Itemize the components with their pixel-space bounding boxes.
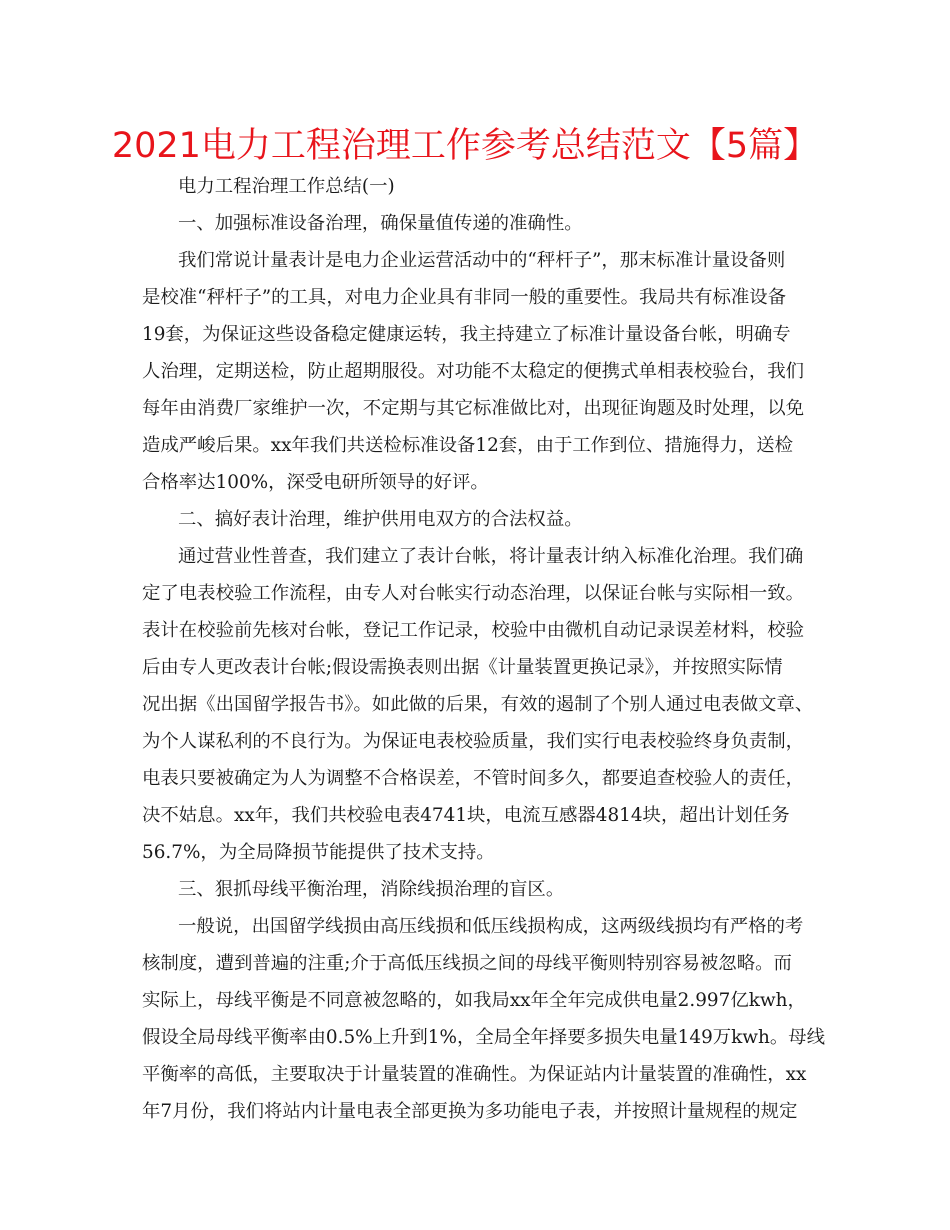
paragraph-line: 19套，为保证这些设备稳定健康运转，我主持建立了标准计量设备台帐，明确专 [142, 324, 791, 345]
paragraph-line: 实际上，母线平衡是不同意被忽略的，如我局xx年全年完成供电量2.997亿kwh， [142, 990, 806, 1011]
paragraph-line: 平衡率的高低，主要取决于计量装置的准确性。为保证站内计量装置的准确性，xx [142, 1064, 807, 1085]
paragraph-line: 表计在校验前先核对台帐，登记工作记录，校验中由微机自动记录误差材料，校验 [142, 620, 805, 641]
paragraph-line: 决不姑息。xx年，我们共校验电表4741块，电流互感器4814块，超出计划任务 [142, 805, 790, 826]
paragraph-line: 电表只要被确定为人为调整不合格误差，不管时间多久，都要追查校验人的责任， [142, 768, 805, 789]
paragraph-line: 一、加强标准设备治理，确保量值传递的准确性。 [178, 213, 583, 234]
paragraph-line: 56.7%，为全局降损节能提供了技术支持。 [142, 842, 495, 863]
paragraph-line: 核制度，遭到普遍的注重;介于高低压线损之间的母线平衡则特别容易被忽略。而 [142, 953, 792, 974]
paragraph-line: 一般说，出国留学线损由高压线损和低压线损构成，这两级线损均有严格的考 [178, 916, 804, 937]
paragraph-line: 假设全局母线平衡率由0.5%上升到1%，全局全年择要多损失电量149万kwh。母线 [142, 1027, 826, 1048]
paragraph-line: 人治理，定期送检，防止超期服役。对功能不太稳定的便携式单相表校验台，我们 [142, 361, 805, 382]
paragraph-line: 定了电表校验工作流程，由专人对台帐实行动态治理，以保证台帐与实际相一致。 [142, 583, 805, 604]
document-title: 2021电力工程治理工作参考总结范文【5篇】 [111, 126, 819, 166]
paragraph-line: 造成严峻后果。xx年我们共送检标准设备12套，由于工作到位、措施得力，送检 [142, 435, 794, 456]
paragraph-line: 电力工程治理工作总结(一) [178, 176, 395, 197]
paragraph-line: 二、搞好表计治理，维护供用电双方的合法权益。 [178, 509, 583, 530]
paragraph-line: 为个人谋私利的不良行为。为保证电表校验质量，我们实行电表校验终身负责制， [142, 731, 805, 752]
paragraph-line: 年7月份，我们将站内计量电表全部更换为多功能电子表，并按照计量规程的规定 [142, 1101, 798, 1122]
paragraph-line: 三、狠抓母线平衡治理，消除线损治理的盲区。 [178, 879, 565, 900]
paragraph-line: 通过营业性普查，我们建立了表计台帐，将计量表计纳入标准化治理。我们确 [178, 546, 804, 567]
paragraph-line: 是校准“秤杆子”的工具，对电力企业具有非同一般的重要性。我局共有标准设备 [142, 287, 787, 308]
paragraph-line: 况出据《出国留学报告书》。如此做的后果，有效的遏制了个别人通过电表做文章、 [142, 694, 814, 715]
paragraph-line: 后由专人更改表计台帐;假设需换表则出据《计量装置更换记录》，并按照实际情 [142, 657, 783, 678]
paragraph-line: 每年由消费厂家维护一次，不定期与其它标准做比对，出现征询题及时处理，以免 [142, 398, 805, 419]
paragraph-line: 我们常说计量表计是电力企业运营活动中的“秤杆子”，那末标准计量设备则 [178, 250, 786, 271]
paragraph-line: 合格率达100%，深受电研所领导的好评。 [142, 472, 489, 493]
document-body [142, 168, 826, 1130]
